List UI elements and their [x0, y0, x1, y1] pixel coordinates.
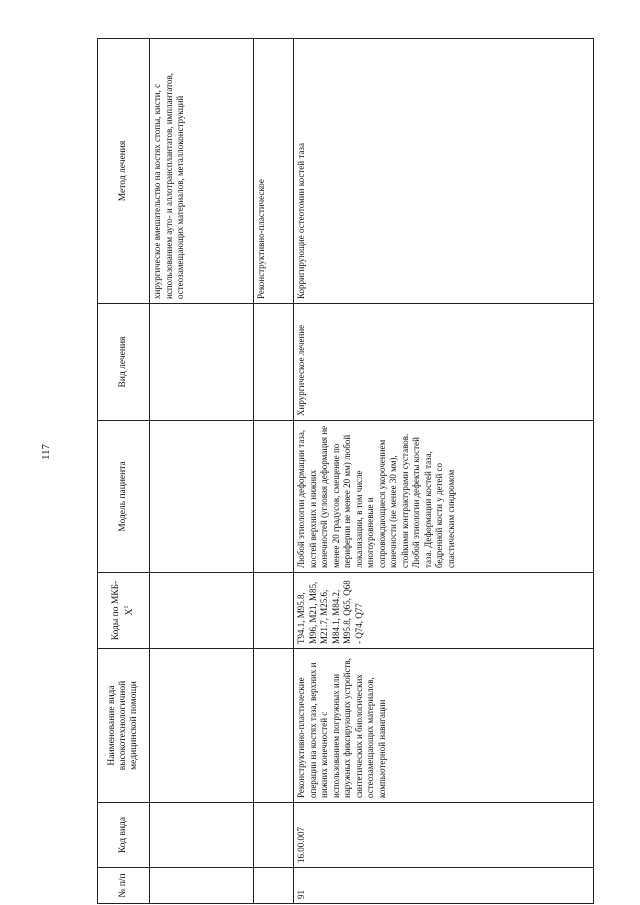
- cell-model: [254, 421, 294, 573]
- header-model: Модель пациента: [98, 421, 150, 573]
- cell-vid: [254, 304, 294, 421]
- cell-kod: [150, 803, 254, 868]
- cell-model: Любой этиологии деформации таза, костей верхних и нижних конечностей (угловая деформация не менее 20 градусов, смещение по периферии не менее 20 мм) любой локализации, в том числе многоуровневые и сопровождающиеся укорочением конечности (не менее 30 мм), стойкими контрактурами суставов. Любой этиологии дефекты костей таза. Деформации костей таза, бедренной кости у детей со спастическим синдромом: [294, 421, 594, 573]
- cell-no: 91: [294, 868, 594, 904]
- header-mkb: [98, 573, 150, 649]
- cell-vid: Хирургическое лечение: [294, 304, 594, 421]
- vmp-table: [97, 38, 594, 904]
- cell-model: [150, 421, 254, 573]
- cell-no: [150, 868, 254, 904]
- cell-name: [150, 649, 254, 803]
- cell-kod: [254, 803, 294, 868]
- cell-metod: Реконструктивно-пластическое: [254, 39, 294, 304]
- table-row: [254, 39, 294, 904]
- table-row: [294, 39, 594, 904]
- header-name: Наименование вида высокотехнологичной медицинской помощи: [98, 649, 150, 803]
- table-header-row: [98, 39, 150, 904]
- cell-name: [254, 649, 294, 803]
- header-metod: Метод лечения: [98, 39, 150, 304]
- table-container: [97, 39, 594, 904]
- cell-kod: 16.00.007: [294, 803, 594, 868]
- header-vid: Вид лечения: [98, 304, 150, 421]
- cell-mkb: T94.1, M95.8, M96, M21, M85, M21.7, M25.6, M84.1, M84.2, M95.8, Q65, Q68 - Q74, Q77: [294, 573, 594, 649]
- header-mkb-sup: 1: [123, 605, 130, 609]
- cell-metod: Корригирующие остеотомии костей таза: [294, 39, 594, 304]
- header-no: № п/п: [98, 868, 150, 904]
- table-row: [150, 39, 254, 904]
- header-mkb-text: Коды по МКБ-Х: [110, 580, 136, 641]
- cell-mkb: [254, 573, 294, 649]
- cell-mkb: [150, 573, 254, 649]
- page-number: 117: [40, 443, 52, 461]
- cell-name: Реконструктивно-пластические операции на костях таза, верхних и нижних конечностей с использованием погружных или наружных фиксирующих устройств, синтетических и биологических остеозамещающих материалов, компьютерной навигации: [294, 649, 594, 803]
- cell-vid: [150, 304, 254, 421]
- cell-metod: хирургическое вмешательство на костях стопы, кисти, с использованием ауто- и аллотрансплантатов, имплантатов, остеозамещающих материалов, металлоконструкций: [150, 39, 254, 304]
- rotated-page: [97, 39, 594, 904]
- cell-no: [254, 868, 294, 904]
- header-kod: Код вида: [98, 803, 150, 868]
